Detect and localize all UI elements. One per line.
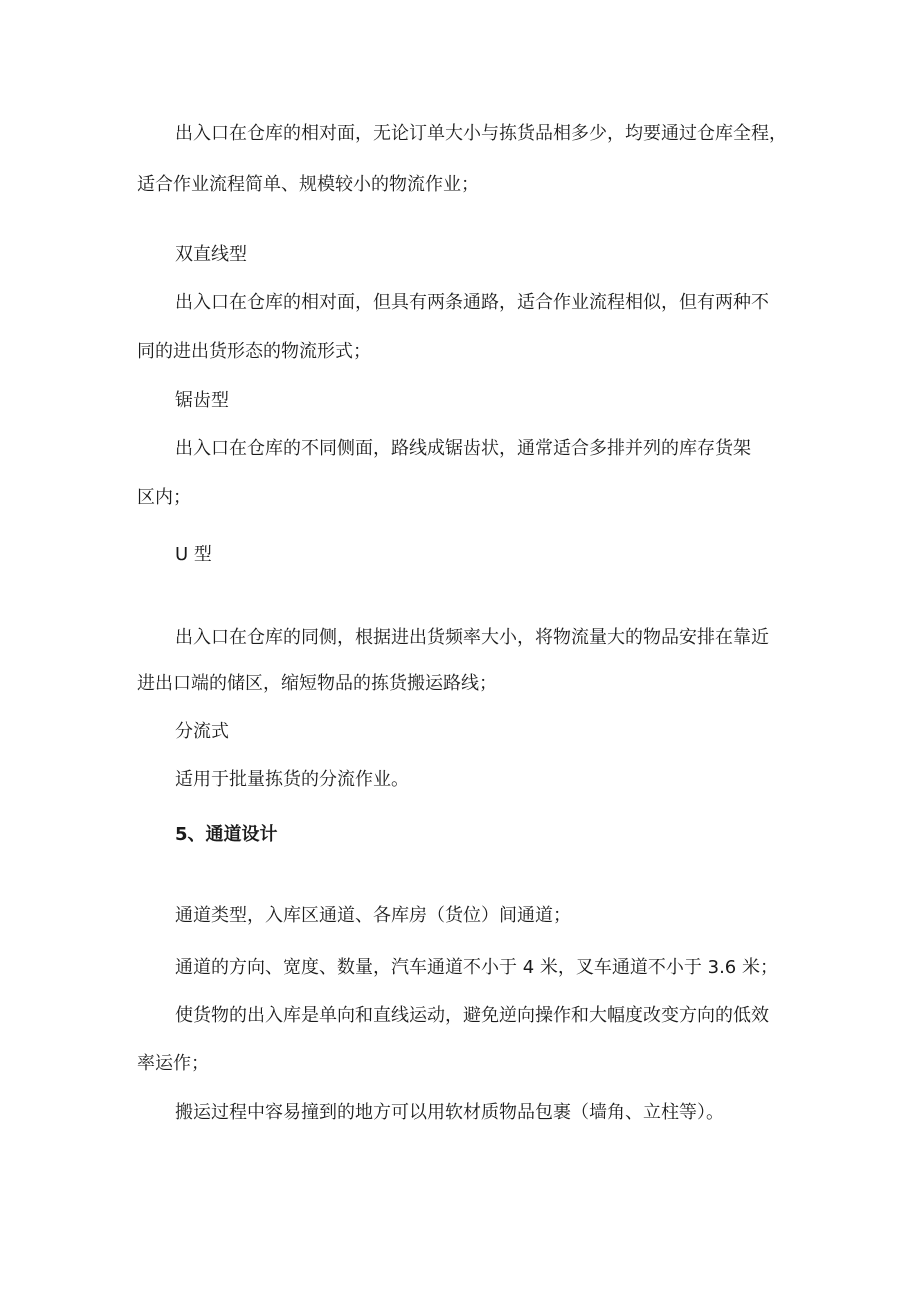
paragraph-line: 搬运过程中容易撞到的地方可以用软材质物品包裹（墙角、立柱等）。 xyxy=(175,1102,724,1123)
paragraph-line: 同的进出货形态的物流形式； xyxy=(137,341,371,362)
paragraph-line: 出入口在仓库的不同侧面，路线成锯齿状，通常适合多排并列的库存货架 xyxy=(175,438,751,459)
paragraph-line: 率运作； xyxy=(137,1053,209,1074)
subheading-u-type: U 型 xyxy=(175,544,212,565)
paragraph-line: 区内； xyxy=(137,487,191,508)
paragraph-line: 通道类型，入库区通道、各库房（货位）间通道； xyxy=(175,905,571,926)
paragraph-line: 出入口在仓库的相对面，无论订单大小与拣货品相多少，均要通过仓库全程， xyxy=(175,123,787,144)
paragraph-line: 适合作业流程简单、规模较小的物流作业； xyxy=(137,174,479,195)
paragraph-line: 进出口端的储区，缩短物品的拣货搬运路线； xyxy=(137,673,497,694)
subheading-double-line: 双直线型 xyxy=(175,244,247,265)
section-heading-channel-design: 5、通道设计 xyxy=(175,824,278,845)
subheading-split-flow: 分流式 xyxy=(175,721,229,742)
paragraph-line: 通道的方向、宽度、数量，汽车通道不小于 4 米，叉车通道不小于 3.6 米； xyxy=(175,957,778,978)
paragraph-line: 适用于批量拣货的分流作业。 xyxy=(175,769,409,790)
paragraph-line: 出入口在仓库的相对面，但具有两条通路，适合作业流程相似，但有两种不 xyxy=(175,292,769,313)
subheading-sawtooth: 锯齿型 xyxy=(175,390,229,411)
paragraph-line: 使货物的出入库是单向和直线运动，避免逆向操作和大幅度改变方向的低效 xyxy=(175,1005,769,1026)
paragraph-line: 出入口在仓库的同侧，根据进出货频率大小，将物流量大的物品安排在靠近 xyxy=(175,627,769,648)
